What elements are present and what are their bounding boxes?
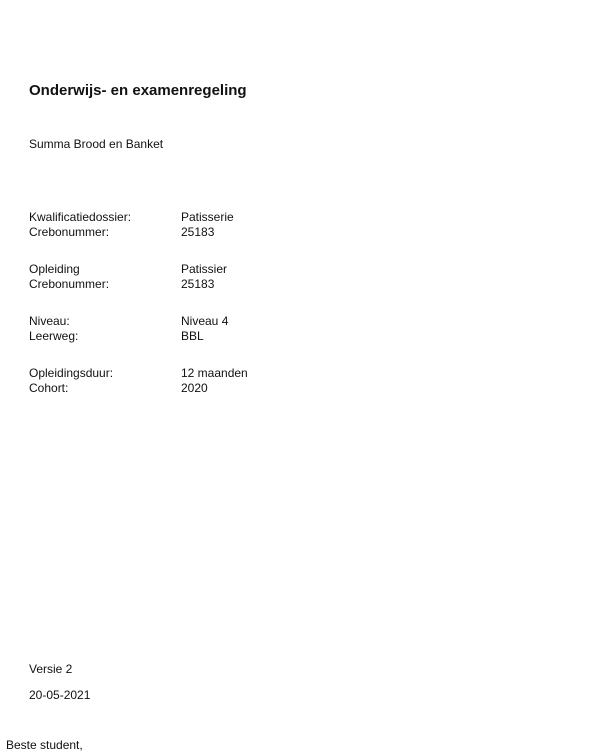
info-label: Niveau: xyxy=(29,314,70,328)
info-value: Patissier xyxy=(181,262,228,276)
info-value: 12 maanden xyxy=(181,366,248,380)
info-row xyxy=(29,277,381,292)
info-row xyxy=(29,210,381,225)
document-title: Onderwijs- en examenregeling xyxy=(29,82,247,99)
info-value: Patisserie xyxy=(181,210,234,224)
info-value: 2020 xyxy=(181,381,208,395)
program-info-group xyxy=(29,262,381,292)
greeting-text: Beste student, xyxy=(6,738,83,752)
qualification-info-group xyxy=(29,210,381,240)
info-value: BBL xyxy=(181,329,204,343)
info-label: Kwalificatiedossier: xyxy=(29,210,132,224)
organization-name: Summa Brood en Banket xyxy=(29,137,164,151)
info-label: Crebonummer: xyxy=(29,225,110,239)
level-info-group xyxy=(29,314,381,344)
date-text: 20-05-2021 xyxy=(29,688,91,702)
info-row xyxy=(29,366,381,381)
info-label: Crebonummer: xyxy=(29,277,110,291)
info-value: 25183 xyxy=(181,277,215,291)
info-value: 25183 xyxy=(181,225,215,239)
info-label: Opleiding xyxy=(29,262,80,276)
info-label: Opleidingsduur: xyxy=(29,366,114,380)
info-row xyxy=(29,314,381,329)
info-row xyxy=(29,381,381,396)
info-label: Leerweg: xyxy=(29,329,79,343)
version-text: Versie 2 xyxy=(29,662,73,676)
info-row xyxy=(29,329,381,344)
info-value: Niveau 4 xyxy=(181,314,229,328)
info-row xyxy=(29,225,381,240)
info-row xyxy=(29,262,381,277)
duration-info-group xyxy=(29,366,381,396)
info-label: Cohort: xyxy=(29,381,69,395)
